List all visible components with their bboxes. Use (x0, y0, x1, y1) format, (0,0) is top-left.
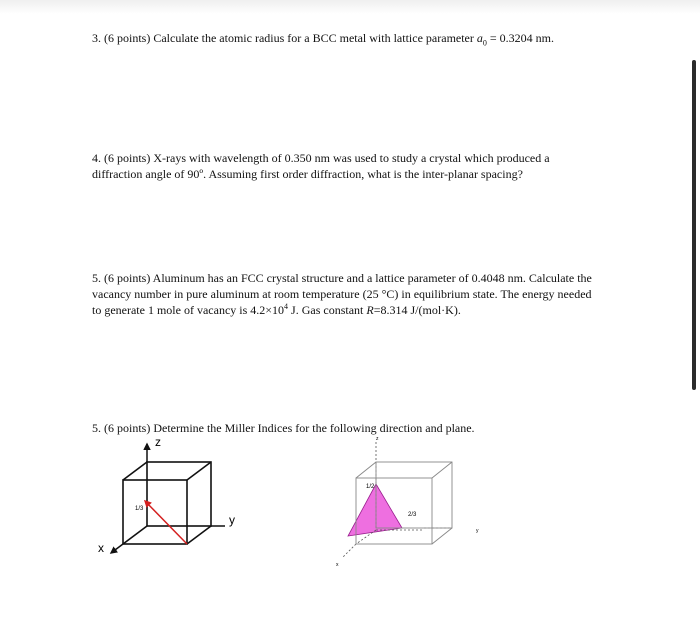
question-5-line-1: 5. (6 points) Aluminum has an FCC crystal structure and a lattice parameter of 0.4048 nm. Calculate the (92, 271, 592, 285)
cube-edge (356, 462, 376, 478)
x-axis (111, 544, 123, 553)
vacancy-energy-exponent: 4 (284, 302, 289, 311)
x-axis-label: x (98, 541, 104, 555)
plane-figure (320, 432, 495, 572)
cube-edge (187, 526, 211, 544)
question-5-line-3 (92, 302, 612, 318)
top-shade (0, 0, 700, 14)
z-axis-label: z (376, 436, 379, 442)
cube-edge (123, 526, 147, 544)
cube-edge (187, 462, 211, 480)
intercept-label-two-thirds: 2/3 (408, 512, 417, 518)
direction-figure (95, 432, 255, 562)
z-axis-label: z (155, 435, 161, 449)
lattice-subscript: 0 (482, 38, 487, 48)
gas-constant-value: =8.314 J/(mol·K). (373, 303, 461, 317)
vacancy-energy-text: to generate 1 mole of vacancy is 4.2×10 (92, 303, 285, 317)
question-3-body: 3. (6 points) Calculate the atomic radius for a BCC metal with lattice parameter (92, 31, 477, 45)
question-4-line-2: diffraction angle of 90º. Assuming first order diffraction, what is the inter-planar spacing? (92, 167, 523, 181)
cube-edge (123, 462, 147, 480)
lattice-symbol: a (476, 31, 483, 45)
cube-edge (432, 462, 452, 478)
plane-cube-diagram (320, 432, 495, 572)
y-axis-label: y (476, 528, 479, 534)
cube-edge (432, 528, 452, 544)
cube-back-face (147, 462, 211, 526)
question-4 (92, 150, 612, 182)
gas-constant-symbol: R (366, 303, 374, 317)
y-axis-label: y (229, 513, 235, 527)
intercept-label-half: 1/2 (366, 484, 375, 490)
direction-vector (145, 501, 187, 544)
lattice-value: = 0.3204 nm. (486, 31, 554, 45)
scrollbar[interactable] (692, 60, 696, 390)
direction-cube-diagram (95, 432, 255, 562)
question-3-text (92, 30, 612, 46)
question-6-text: 5. (6 points) Determine the Miller Indices for the following direction and plane. (92, 421, 475, 435)
question-3 (92, 30, 612, 46)
question-5-line-2: vacancy number in pure aluminum at room temperature (25 °C) in equilibrium state. The energy needed (92, 287, 592, 301)
x-axis (342, 544, 356, 558)
gas-constant-text: J. Gas constant (288, 303, 367, 317)
question-4-line-1: 4. (6 points) X-rays with wavelength of 0.350 nm was used to study a crystal which produced a (92, 151, 550, 165)
question-5 (92, 270, 612, 318)
x-axis-label: x (336, 562, 339, 568)
fraction-label-one-third: 1/3 (135, 506, 144, 512)
